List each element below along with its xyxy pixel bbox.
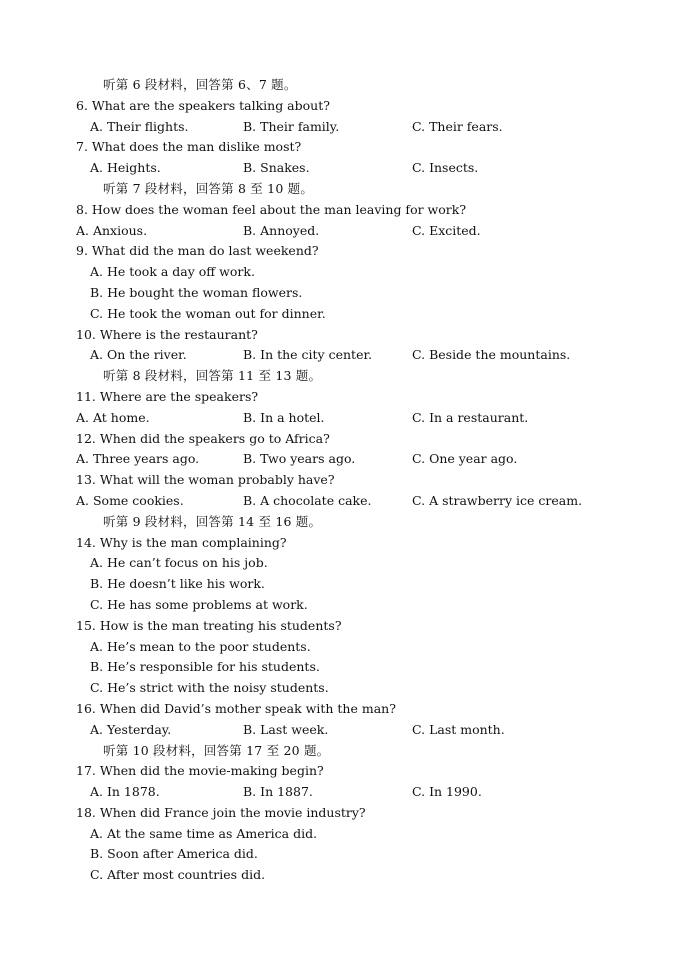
section-heading-6: 听第 6 段材料，回答第 6、7 题。 [103, 77, 297, 92]
option-c: C. Last month. [412, 721, 505, 737]
option-a: A. He took a day off work. [90, 264, 255, 280]
option-a: A. He can’t focus on his job. [90, 555, 268, 571]
option-a: A. On the river. [90, 347, 187, 363]
option-b: B. Last week. [243, 721, 329, 737]
question-12: 12. When did the speakers go to Africa? [76, 430, 330, 446]
option-b: B. Two years ago. [243, 451, 356, 467]
option-b: B. A chocolate cake. [243, 492, 372, 508]
section-heading-8: 听第 8 段材料，回答第 11 至 13 题。 [103, 368, 322, 384]
option-c: C. Excited. [412, 222, 481, 238]
option-a: A. Some cookies. [76, 492, 184, 508]
option-c: C. A strawberry ice cream. [412, 492, 583, 508]
option-c: C. After most countries did. [90, 867, 266, 883]
question-10-options [0, 345, 692, 366]
option-b: B. Annoyed. [243, 222, 320, 238]
option-a: A. Heights. [90, 160, 161, 176]
option-c: C. Insects. [412, 160, 479, 176]
question-7-options [0, 158, 692, 179]
option-c: C. He’s strict with the noisy students. [90, 680, 329, 696]
question-6: 6. What are the speakers talking about? [76, 97, 330, 113]
option-c: C. Beside the mountains. [412, 347, 571, 363]
option-b: B. Their family. [243, 118, 340, 134]
question-6-options [0, 117, 692, 138]
option-c: C. In 1990. [412, 784, 482, 800]
exam-page [0, 75, 692, 886]
question-15: 15. How is the man treating his students? [76, 617, 342, 633]
question-17: 17. When did the movie-making begin? [76, 763, 324, 779]
option-b: B. Soon after America did. [90, 846, 258, 862]
question-8-options [0, 221, 692, 242]
option-b: B. In 1887. [243, 784, 313, 800]
question-12-options [0, 449, 692, 470]
question-18: 18. When did France join the movie industry? [76, 804, 366, 820]
option-c: C. He has some problems at work. [90, 596, 308, 612]
question-14: 14. Why is the man complaining? [76, 534, 287, 550]
option-a: A. He’s mean to the poor students. [90, 638, 311, 654]
question-16-options [0, 720, 692, 741]
option-c: C. He took the woman out for dinner. [90, 305, 326, 321]
option-a: A. At home. [76, 409, 150, 425]
option-b: B. He’s responsible for his students. [90, 659, 320, 675]
question-7: 7. What does the man dislike most? [76, 139, 302, 155]
question-11: 11. Where are the speakers? [76, 388, 259, 404]
option-b: B. In a hotel. [243, 409, 325, 425]
option-b: B. He bought the woman flowers. [90, 284, 303, 300]
question-17-options [0, 782, 692, 803]
section-heading-9: 听第 9 段材料，回答第 14 至 16 题。 [103, 513, 322, 529]
option-c: C. Their fears. [412, 118, 503, 134]
option-a: A. Three years ago. [76, 451, 200, 467]
question-10: 10. Where is the restaurant? [76, 326, 258, 342]
option-b: B. Snakes. [243, 160, 310, 176]
question-16: 16. When did David’s mother speak with the man? [76, 700, 396, 716]
section-heading-7: 听第 7 段材料，回答第 8 至 10 题。 [103, 180, 314, 196]
option-b: B. In the city center. [243, 347, 373, 363]
option-c: C. In a restaurant. [412, 409, 529, 425]
option-a: A. In 1878. [90, 784, 160, 800]
option-a: A. At the same time as America did. [90, 825, 318, 841]
option-c: C. One year ago. [412, 451, 518, 467]
option-a: A. Anxious. [76, 222, 148, 238]
section-heading-10: 听第 10 段材料，回答第 17 至 20 题。 [103, 742, 330, 758]
question-13-options [0, 491, 692, 512]
option-a: A. Yesterday. [90, 721, 172, 737]
question-8: 8. How does the woman feel about the man leaving for work? [76, 201, 467, 217]
question-9: 9. What did the man do last weekend? [76, 243, 319, 259]
question-11-options [0, 408, 692, 429]
option-a: A. Their flights. [90, 118, 189, 134]
option-b: B. He doesn’t like his work. [90, 576, 265, 592]
question-13: 13. What will the woman probably have? [76, 472, 335, 488]
